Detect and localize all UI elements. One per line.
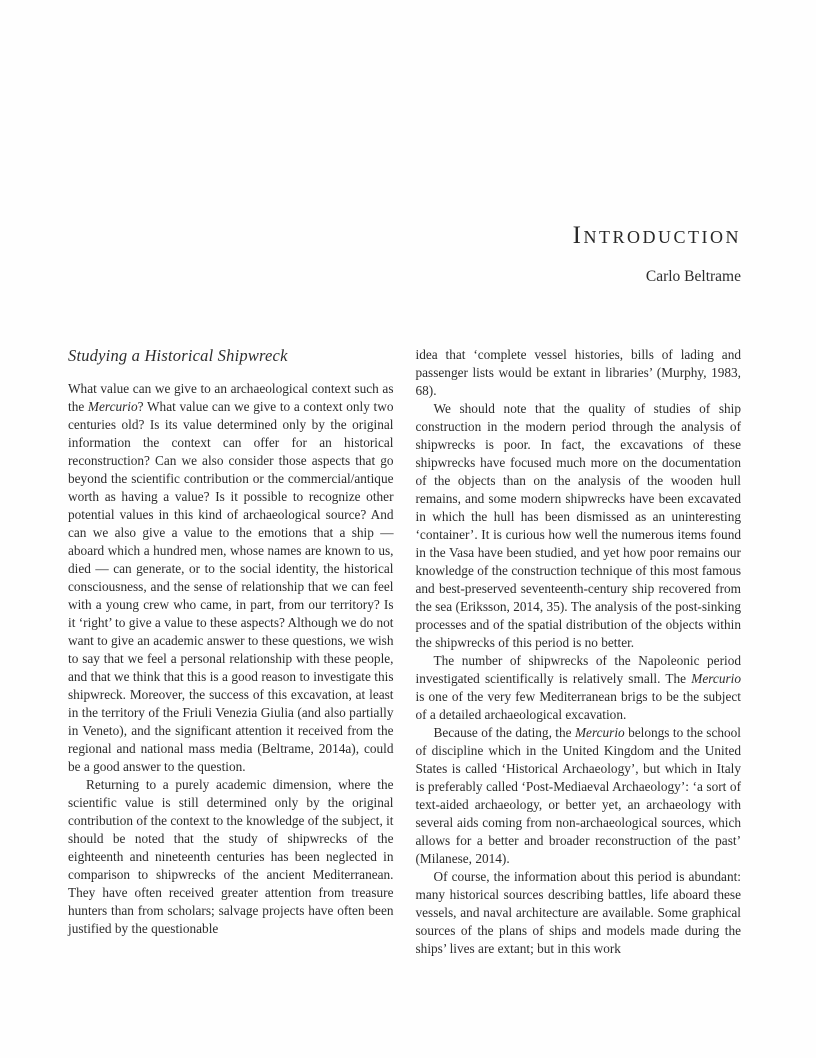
paragraph: Because of the dating, the Mercurio belongs to the school of discipline which in the United Kingdom and the United States is called ‘Historical Archaeology’, but which in Italy is preferably called ‘Post-Mediaeval Archaeology’: ‘a sort of text-aided archaeology, or better yet, an archaeology with several aids coming from non-archaeological sources, which allows for a better and broader reconstruction of the past’ (Milanese, 2014). [415,725,742,866]
right-column-text [416,346,742,958]
paragraph: We should note that the quality of studies of ship construction in the modern period through the analysis of shipwrecks is poor. In fact, the excavations of these shipwrecks have focused much more on the documentation of the objects than on the analysis of the wooden hull remains, and some modern shipwrecks have been excavated in which the hull has been dismissed as an uninteresting ‘container’. It is curious how well the numerous items found in the Vasa have been studied, and yet how poor remains our knowledge of the construction technique of this most famous and best-preserved seventeenth-century ship recovered from the sea (Eriksson, 2014, 35). The analysis of the post-sinking processes and of the spatial distribution of the objects within the shipwrecks of this period is no better. [415,401,741,650]
left-column-text [68,380,394,938]
paragraph: Of course, the information about this period is abundant: many historical sources describing battles, life aboard these vessels, and naval architecture are available. Some graphical sources of the plans of ships and models made during the ships’ lives are extant; but in this work [415,869,741,956]
section-heading: Studying a Historical Shipwreck [68,346,288,365]
chapter-header [573,223,741,286]
paragraph: idea that ‘complete vessel histories, bills of lading and passenger lists would be extant in libraries’ (Murphy, 1983, 68). [415,347,741,398]
paragraph: What value can we give to an archaeological context such as the Mercurio? What value can we give to a context only two centuries old? Is its value determined only by the original information the context can offer for an historical reconstruction? Can we also consider those aspects that go beyond the scientific contribution or the commercial/antique worth as having a value? Is it possible to recognize other potential values in this kind of archaeological source? And can we also give a value to the emotions that a ship — aboard which a hundred men, whose names are known to us, died — can generate, or to the social identity, the historical consciousness, and the sense of relationship that we can feel with a young crew who came, in part, from our territory? Is it ‘right’ to give a value to these aspects? Although we do not want to give an academic answer to these questions, we wish to say that we feel a personal relationship with these people, and that we think that this is a good reason to investigate this shipwreck. Moreover, the success of this excavation, at least in the territory of the Friuli Venezia Giulia (and also partially in Veneto), and the significant attention it received from the regional and national mass media (Beltrame, 2014a), could be a good answer to the question. [68,381,394,774]
author-name: Carlo Beltrame [645,268,741,286]
left-column [68,346,394,958]
paragraph: Returning to a purely academic dimension, where the scientific value is still determined only by the original contribution of the context to the knowledge of the subject, it should be noted that the study of shipwrecks of the eighteenth and nineteenth centuries has been neglected in comparison to shipwrecks of the ancient Mediterranean. They have often received greater attention from treasure hunters than from scholars; salvage projects have often been justified by the questionable [68,777,394,936]
chapter-title: Introduction [572,222,741,249]
text-columns [68,346,741,958]
paragraph: The number of shipwrecks of the Napoleonic period investigated scientifically is relatively small. The Mercurio is one of the very few Mediterranean brigs to be the subject of a detailed archaeological excavation. [415,653,741,722]
right-column [416,346,742,958]
